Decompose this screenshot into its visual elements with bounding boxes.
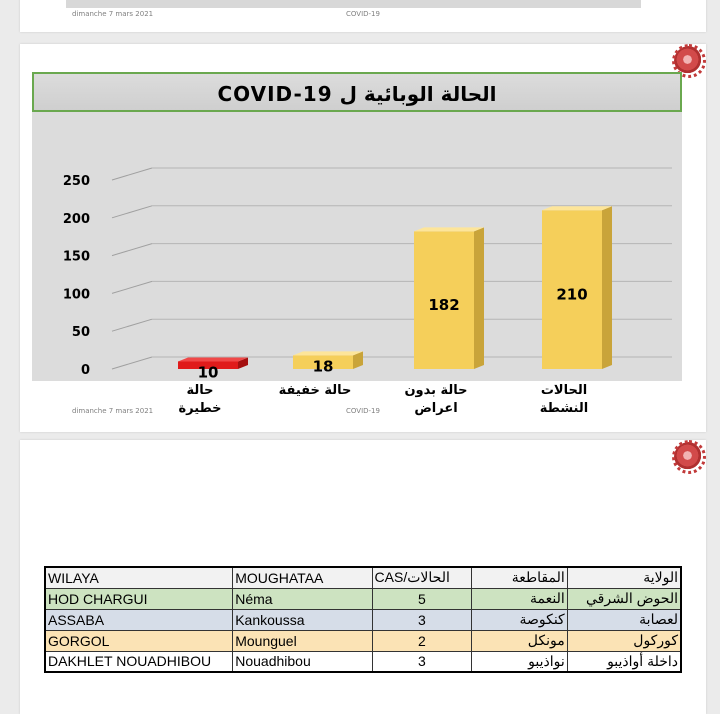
gridline-slant <box>112 244 152 256</box>
bar-top <box>178 357 248 361</box>
cell-cas: 3 <box>372 609 472 630</box>
bar-value-label: 10 <box>197 363 219 382</box>
slide-previous <box>20 0 706 32</box>
header-wilaya-ar: الولاية <box>567 567 681 588</box>
cell-wilaya: ASSABA <box>45 609 233 630</box>
x-category-label: حالة بدون <box>404 383 468 398</box>
slide-image-strip <box>66 0 641 8</box>
slide-footer-title: COVID-19 <box>346 10 380 18</box>
y-tick-label: 100 <box>62 287 90 303</box>
cell-moughataa-ar: مونكل <box>472 630 567 651</box>
x-category-label: اعراض <box>414 401 458 416</box>
y-tick-label: 50 <box>71 325 90 341</box>
y-tick-label: 150 <box>62 249 90 265</box>
virus-icon <box>674 442 704 472</box>
table-row <box>45 609 681 630</box>
slide-chart <box>20 44 706 432</box>
cell-wilaya-ar: الحوض الشرقي <box>567 588 681 609</box>
gridline-slant <box>112 357 152 369</box>
bar-value-label: 182 <box>428 296 460 315</box>
x-category-label: النشطة <box>539 401 589 416</box>
gridline-slant <box>112 168 152 180</box>
cell-moughataa: Kankoussa <box>233 609 372 630</box>
cell-wilaya: HOD CHARGUI <box>45 588 233 609</box>
cell-wilaya: GORGOL <box>45 630 233 651</box>
table-row <box>45 651 681 672</box>
gridline-slant <box>112 281 152 293</box>
x-category-label: حالة خفيفة <box>278 383 352 398</box>
slide-table <box>20 440 706 714</box>
chart-title: الحالة الوبائية ل COVID-19 <box>217 82 497 106</box>
bar-side <box>602 206 612 369</box>
cell-moughataa: Mounguel <box>233 630 372 651</box>
y-tick-label: 0 <box>80 363 90 378</box>
cell-moughataa: Nouadhibou <box>233 651 372 672</box>
header-moughataa-ar: المقاطعة <box>472 567 567 588</box>
x-category-label: حالة <box>186 383 214 398</box>
x-category-label: الحالات <box>540 383 588 398</box>
header-cas: CAS/الحالات <box>372 567 472 588</box>
bar-top <box>414 227 484 231</box>
gridline-slant <box>112 206 152 218</box>
cases-table <box>44 566 682 673</box>
bar-value-label: 18 <box>312 357 334 376</box>
header-wilaya: WILAYA <box>45 567 233 588</box>
cell-wilaya-ar: كوركول <box>567 630 681 651</box>
bar-value-label: 210 <box>556 285 588 304</box>
cell-moughataa: Néma <box>233 588 372 609</box>
table-row <box>45 630 681 651</box>
gridline-slant <box>112 319 152 331</box>
bar-top <box>542 206 612 210</box>
cell-cas: 3 <box>372 651 472 672</box>
slide-footer-date: dimanche 7 mars 2021 <box>72 10 154 18</box>
cell-cas: 5 <box>372 588 472 609</box>
x-category-label: خطيرة <box>178 401 222 416</box>
cell-cas: 2 <box>372 630 472 651</box>
table-header-row <box>45 567 681 588</box>
slide-footer-title: COVID-19 <box>346 407 380 415</box>
cell-moughataa-ar: نواذيبو <box>472 651 567 672</box>
table-row <box>45 588 681 609</box>
bar-side <box>474 227 484 369</box>
cell-moughataa-ar: النعمة <box>472 588 567 609</box>
cell-wilaya: DAKHLET NOUADHIBOU <box>45 651 233 672</box>
cell-moughataa-ar: كنكوصة <box>472 609 567 630</box>
cell-wilaya-ar: لعصابة <box>567 609 681 630</box>
header-moughataa: MOUGHATAA <box>233 567 372 588</box>
bar-top <box>293 351 363 355</box>
slide-footer-date: dimanche 7 mars 2021 <box>72 407 154 415</box>
cell-wilaya-ar: داخلة أواذيبو <box>567 651 681 672</box>
y-tick-label: 250 <box>62 174 90 189</box>
y-tick-label: 200 <box>62 211 90 227</box>
